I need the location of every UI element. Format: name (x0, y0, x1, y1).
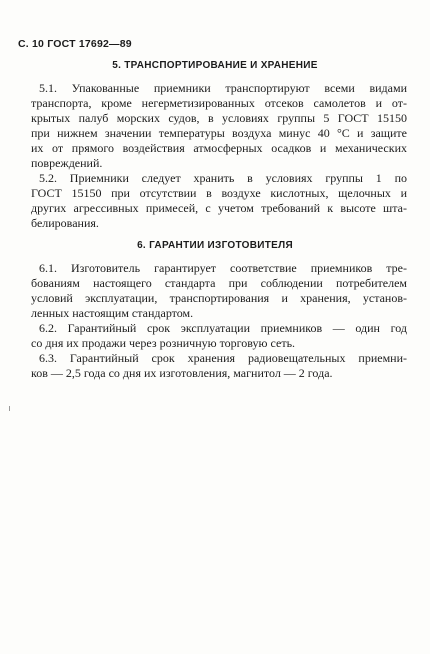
paragraph-line: условий эксплуатации, транспортирования и хранения, установ- (31, 291, 407, 305)
paragraph-line: крытых палуб морских судов, в условиях группы 5 ГОСТ 15150 (31, 111, 407, 125)
paragraph-line: 5.1. Упакованные приемники транспортируют всеми видами (39, 81, 407, 95)
paragraph-line: бованиям настоящего стандарта при соблюдении потребителем (31, 276, 407, 290)
section-5-title: 5. ТРАНСПОРТИРОВАНИЕ И ХРАНЕНИЕ (112, 60, 318, 71)
running-head: С. 10 ГОСТ 17692—89 (18, 38, 132, 50)
paragraph-6-3 (31, 351, 407, 381)
paragraph-line: при нижнем значении температуры воздуха минус 40 °С и защите (31, 126, 407, 140)
paragraph-6-2 (31, 321, 407, 351)
paragraph-5-1 (31, 81, 407, 171)
paragraph-line: ленных настоящим стандартом. (31, 306, 194, 320)
paragraph-line: 6.1. Изготовитель гарантирует соответствие приемников тре- (39, 261, 407, 275)
scan-speck (9, 406, 10, 411)
paragraph-line: со дня их продажи через розничную торговую сеть. (31, 336, 296, 350)
paragraph-line: транспорта, кроме негерметизированных отсеков самолетов и от- (31, 96, 407, 110)
paragraph-line: других агрессивных примесей, с учетом требований к высоте шта- (31, 201, 407, 215)
paragraph-line: 6.2. Гарантийный срок эксплуатации приемников — один год (39, 321, 407, 335)
paragraph-line: 6.3. Гарантийный срок хранения радиовещательных приемни- (39, 351, 407, 365)
paragraph-line: белирования. (31, 216, 99, 230)
paragraph-line: их от прямого воздействия атмосферных осадков и механических (31, 141, 407, 155)
paragraph-line: ков — 2,5 года со дня их изготовления, магнитол — 2 года. (31, 366, 333, 380)
paragraph-line: 5.2. Приемники следует хранить в условиях группы 1 по (39, 171, 407, 185)
section-6-title: 6. ГАРАНТИИ ИЗГОТОВИТЕЛЯ (137, 240, 293, 251)
paragraph-line: повреждений. (31, 156, 103, 170)
paragraph-6-1 (31, 261, 407, 321)
paragraph-5-2 (31, 171, 407, 231)
paragraph-line: ГОСТ 15150 при отсутствии в воздухе кислотных, щелочных и (31, 186, 407, 200)
